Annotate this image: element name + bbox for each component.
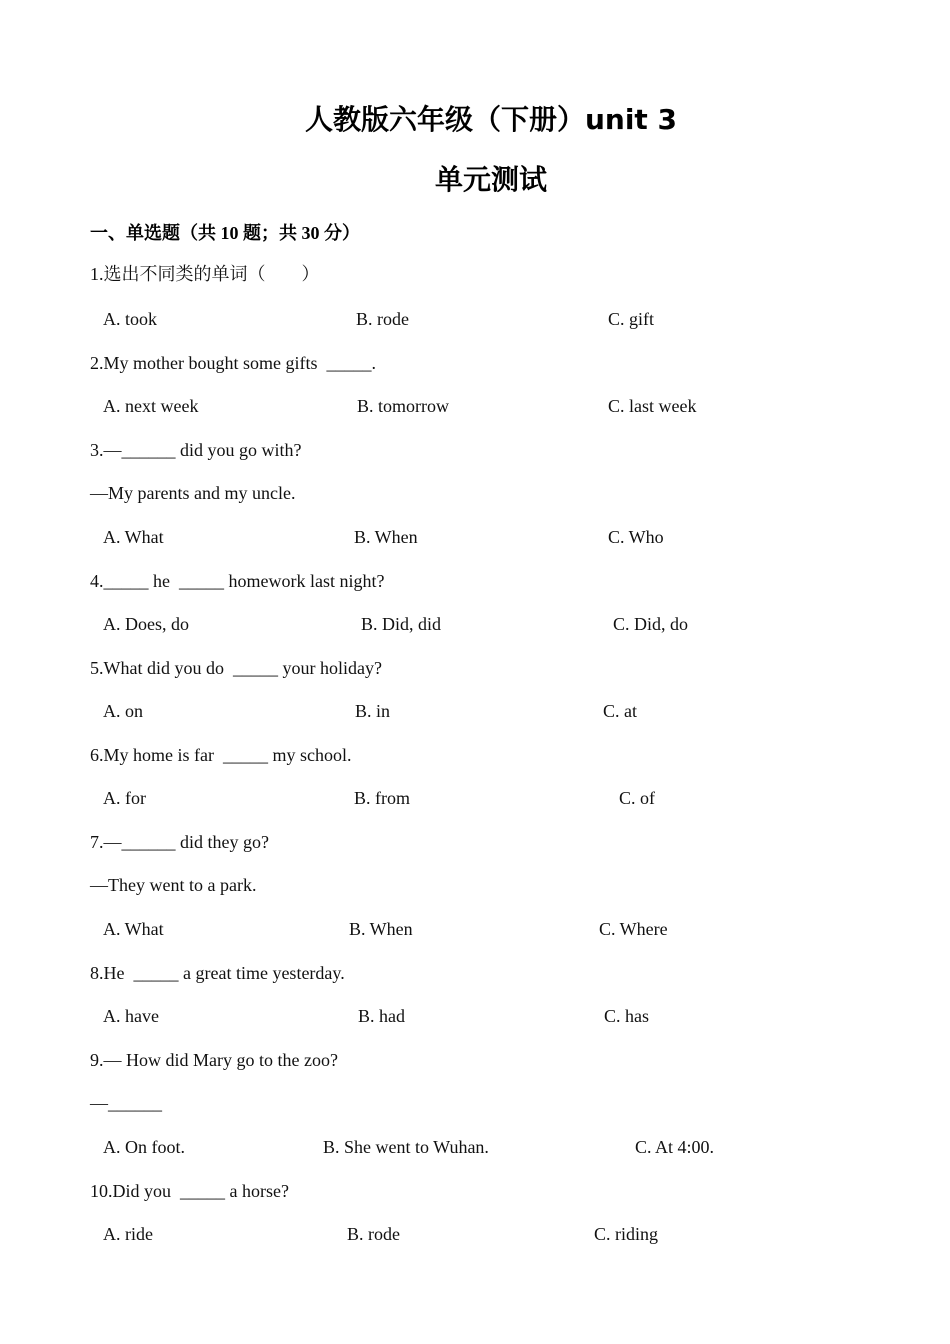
q7-option-b: B. When bbox=[349, 919, 413, 939]
q4-option-b: B. Did, did bbox=[361, 614, 442, 634]
document-title: 人教版六年级（下册）unit 3 bbox=[304, 103, 678, 136]
q2-option-b: B. tomorrow bbox=[357, 396, 449, 416]
q5-option-a: A. on bbox=[103, 701, 143, 721]
document-subtitle: 单元测试 bbox=[434, 163, 547, 196]
q10-option-b: B. rode bbox=[347, 1224, 400, 1244]
q2-option-c: C. last week bbox=[608, 396, 697, 416]
section-heading: 一、单选题（共 10 题；共 30 分） bbox=[90, 223, 360, 243]
question-9-answer-line: —______ bbox=[90, 1093, 162, 1113]
question-3-answer-line: —My parents and my uncle. bbox=[90, 483, 296, 503]
q4-option-c: C. Did, do bbox=[613, 614, 689, 634]
q1-option-b: B. rode bbox=[356, 309, 409, 329]
q2-option-a: A. next week bbox=[103, 396, 199, 416]
q1-option-a: A. took bbox=[103, 309, 157, 329]
question-2-text: 2.My mother bought some gifts _____. bbox=[90, 353, 376, 373]
q9-option-a: A. On foot. bbox=[103, 1137, 185, 1157]
q3-option-b: B. When bbox=[354, 527, 418, 547]
q6-option-c: C. of bbox=[619, 788, 655, 808]
question-3-text: 3.—______ did you go with? bbox=[90, 440, 302, 460]
q3-option-a: A. What bbox=[103, 527, 164, 547]
q8-option-c: C. has bbox=[604, 1006, 649, 1026]
question-6-text: 6.My home is far _____ my school. bbox=[90, 745, 352, 765]
question-10-text: 10.Did you _____ a horse? bbox=[90, 1181, 289, 1201]
q10-option-c: C. riding bbox=[594, 1224, 659, 1244]
question-7-answer-line: —They went to a park. bbox=[90, 875, 257, 895]
q5-option-c: C. at bbox=[603, 701, 637, 721]
q9-option-b: B. She went to Wuhan. bbox=[323, 1137, 489, 1157]
q3-option-c: C. Who bbox=[608, 527, 664, 547]
q4-option-a: A. Does, do bbox=[103, 614, 189, 634]
q5-option-b: B. in bbox=[355, 701, 391, 721]
q10-option-a: A. ride bbox=[103, 1224, 153, 1244]
question-1-text: 1.选出不同类的单词（ ） bbox=[90, 264, 320, 284]
q1-option-c: C. gift bbox=[608, 309, 655, 329]
q9-option-c: C. At 4:00. bbox=[635, 1137, 715, 1157]
q6-option-a: A. for bbox=[103, 788, 146, 808]
q6-option-b: B. from bbox=[354, 788, 410, 808]
question-4-text: 4._____ he _____ homework last night? bbox=[90, 571, 385, 591]
question-8-text: 8.He _____ a great time yesterday. bbox=[90, 963, 345, 983]
question-5-text: 5.What did you do _____ your holiday? bbox=[90, 658, 382, 678]
q7-option-a: A. What bbox=[103, 919, 164, 939]
question-7-text: 7.—______ did they go? bbox=[90, 832, 269, 852]
q7-option-c: C. Where bbox=[599, 919, 668, 939]
q8-option-a: A. have bbox=[103, 1006, 159, 1026]
q8-option-b: B. had bbox=[358, 1006, 405, 1026]
question-9-text: 9.— How did Mary go to the zoo? bbox=[90, 1050, 338, 1070]
